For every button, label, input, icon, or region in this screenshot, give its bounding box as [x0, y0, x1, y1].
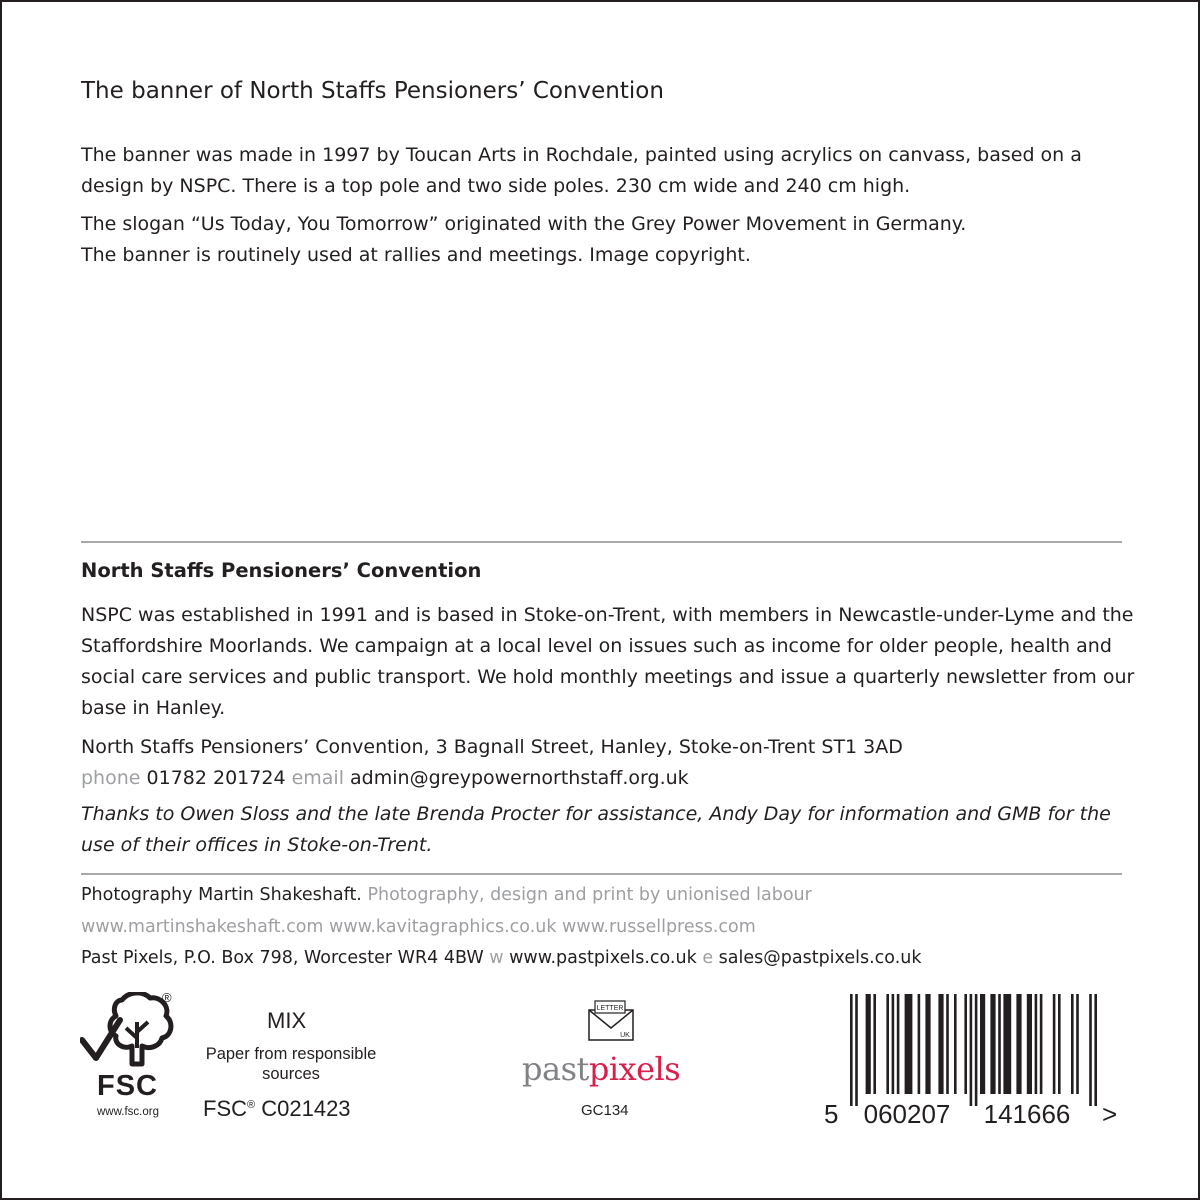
- banner-description: The banner was made in 1997 by Toucan Arts in Rochdale, painted using acrylics on canvass, based on a design by NSPC. There is a top pole and two side poles. 230 cm wide and 240 cm high.: [81, 144, 1082, 197]
- acknowledgements: Thanks to Owen Sloss and the late Brenda Procter for assistance, Andy Day for information and GMB for the use of their offices in Stoke-on-Trent.: [81, 803, 1111, 856]
- barcode-arrow: >: [1102, 1099, 1118, 1129]
- org-address-rest: , 3 Bagnall Street, Hanley, Stoke-on-Trent ST1 3AD: [423, 736, 903, 758]
- barcode-bar: [905, 994, 913, 1094]
- fsc-code-reg: ®: [247, 1099, 256, 1111]
- barcode-bar: [850, 994, 853, 1106]
- postage-uk-label: UK: [620, 1032, 630, 1039]
- barcode-bar: [897, 994, 900, 1094]
- fsc-url: www.fsc.org: [97, 1106, 159, 1118]
- barcode-bar: [975, 994, 978, 1106]
- email-label: email: [291, 767, 344, 789]
- brand-part1: past: [522, 1050, 589, 1088]
- barcode-right-digits: 141666: [983, 1099, 1071, 1129]
- phone-label: phone: [81, 767, 141, 789]
- publisher-website[interactable]: www.pastpixels.co.uk: [509, 948, 697, 968]
- barcode: [822, 992, 1122, 1132]
- org-address: [81, 736, 903, 758]
- barcode-bar: [925, 994, 930, 1094]
- publisher-email[interactable]: sales@pastpixels.co.uk: [718, 948, 922, 968]
- org-contact: [81, 767, 689, 789]
- publisher-address: , P.O. Box 798, Worcester WR4 4BW: [172, 948, 490, 968]
- banner-slogan-line: The slogan “Us Today, You Tomorrow” originated with the Grey Power Movement in Germany.: [81, 213, 967, 235]
- email-label: e: [702, 948, 714, 968]
- product-code: GC134: [581, 1102, 629, 1119]
- barcode-bars: [850, 994, 1097, 1106]
- credit-websites[interactable]: www.martinshakeshaft.com www.kavitagraphics.co.uk www.russellpress.com: [81, 917, 756, 937]
- barcode-bar: [892, 994, 895, 1094]
- barcode-bar: [1089, 994, 1092, 1106]
- fsc-code-prefix: FSC: [203, 1096, 247, 1121]
- org-about: NSPC was established in 1991 and is based in Stoke-on-Trent, with members in Newcastle-under-Lyme and the Staffordshire Moorlands. We campaign at a local level on issues such as income for older people, health and social care services and public transport. We hold monthly meetings and issue a quarterly newsletter from our base in Hanley.: [81, 604, 1135, 719]
- barcode-bar: [873, 994, 876, 1094]
- barcode-left-digits: 060207: [863, 1099, 951, 1129]
- barcode-bar: [938, 994, 943, 1094]
- letter-envelope-icon: [587, 1000, 637, 1042]
- barcode-bar: [1071, 994, 1074, 1094]
- fsc-licence-code: [203, 1096, 351, 1122]
- org-address-name: North Staffs Pensioners’ Convention: [81, 736, 424, 758]
- brand-part2: pixels: [588, 1050, 681, 1088]
- barcode-bar: [855, 994, 858, 1106]
- postage-letter-label: LETTER: [596, 1005, 624, 1012]
- barcode-bar: [946, 994, 949, 1094]
- banner-usage-line: The banner is routinely used at rallies and meetings. Image copyright.: [81, 244, 751, 266]
- photographer-credit: Photography Martin Shakeshaft.: [81, 885, 362, 905]
- fsc-paper-label: Paper from responsible sources: [205, 1045, 377, 1083]
- barcode-bar: [970, 994, 973, 1106]
- publisher-name: Past Pixels: [81, 948, 173, 968]
- pastpixels-logo: [522, 1050, 680, 1088]
- barcode-bar: [964, 994, 967, 1094]
- barcode-bar: [886, 994, 889, 1094]
- banner-title: The banner of North Staffs Pensioners’ Convention: [81, 78, 664, 104]
- barcode-bar: [866, 994, 871, 1094]
- fsc-reg-mark: ®: [162, 990, 172, 1005]
- barcode-bar: [1016, 994, 1021, 1094]
- banner-notes: [81, 209, 1141, 271]
- divider: [81, 873, 1122, 875]
- barcode-bar: [1040, 994, 1043, 1094]
- barcode-bar: [954, 994, 957, 1094]
- barcode-bar: [1003, 994, 1011, 1094]
- barcode-first-digit: 5: [824, 1099, 839, 1129]
- photo-credits: [81, 885, 812, 905]
- web-label: w: [489, 948, 504, 968]
- phone-number: 01782 201724: [146, 767, 286, 789]
- fsc-code-number: C021423: [261, 1096, 351, 1121]
- org-email[interactable]: admin@greypowernorthstaff.org.uk: [350, 767, 689, 789]
- org-heading: North Staffs Pensioners’ Convention: [81, 559, 482, 582]
- barcode-bar: [918, 994, 921, 1094]
- barcode-bar: [998, 994, 1001, 1094]
- publisher-line: [81, 948, 921, 968]
- barcode-bar: [1035, 994, 1038, 1094]
- barcode-bar: [990, 994, 995, 1094]
- barcode-bar: [1076, 994, 1079, 1094]
- divider: [81, 541, 1122, 543]
- fsc-mix-label: MIX: [267, 1008, 307, 1033]
- barcode-bar: [980, 994, 985, 1094]
- labour-credit: Photography, design and print by unionised labour: [367, 885, 812, 905]
- barcode-bar: [1053, 994, 1056, 1094]
- barcode-bar: [1027, 994, 1032, 1094]
- fsc-logo-word: FSC: [97, 1070, 158, 1102]
- barcode-bar: [1058, 994, 1061, 1094]
- barcode-bar: [1094, 994, 1097, 1106]
